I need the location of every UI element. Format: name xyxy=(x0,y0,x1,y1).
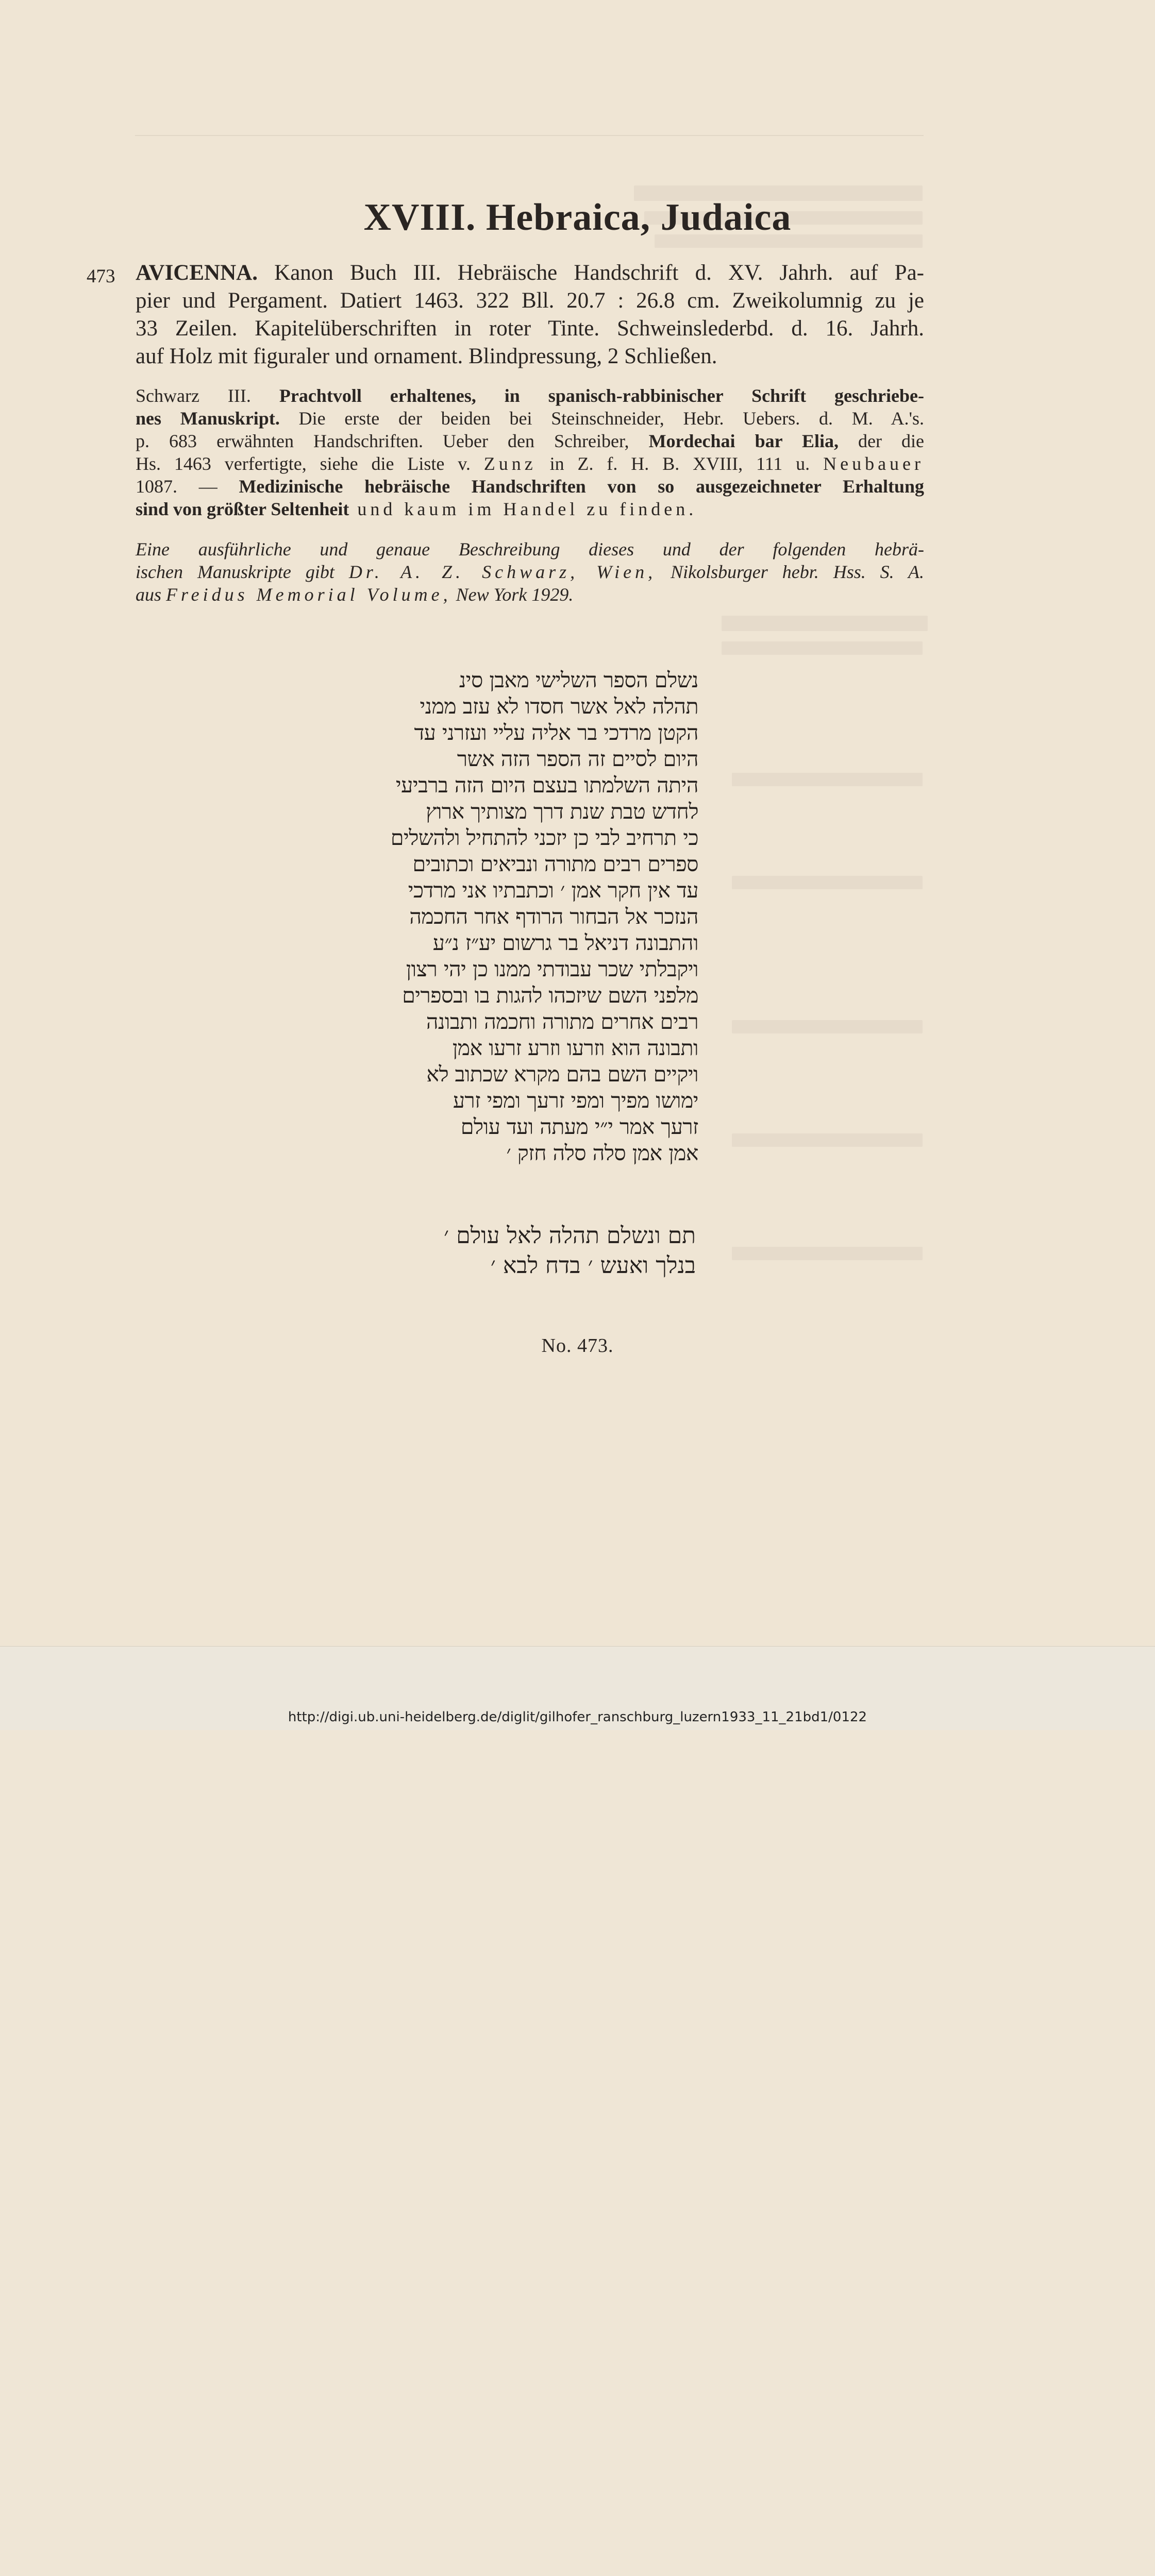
reference-line: Eine ausführliche und genaue Beschreibung dieses und der folgenden hebrä- xyxy=(136,539,924,560)
reference-text: aus xyxy=(136,584,166,605)
colophon-line: היתה השלמתו בעצם היום הזה ברביעי xyxy=(395,773,698,798)
spaced-name: Dr. A. Z. Schwarz, Wien, xyxy=(348,562,657,582)
notes-text: 1087. — xyxy=(136,476,239,497)
notes-line xyxy=(136,430,924,452)
colophon-line: כי תרחיב לבי כן יזכני להתחיל ולהשלים xyxy=(390,825,698,850)
notes-bold: Prachtvoll erhaltenes, in spanisch-rabbinischer Schrift geschriebe- xyxy=(279,385,924,406)
colophon-line: נשלם הספר השלישי מאבן סינ xyxy=(459,668,698,692)
colophon-line: ותבונה הוא וזרעו וזרע זרעו אמן xyxy=(452,1036,698,1060)
notes-line xyxy=(136,452,924,475)
reference-text: New York 1929. xyxy=(451,584,574,605)
colophon-line: מלפני השם שיזכהו להגות בו ובספרים xyxy=(402,983,698,1008)
colophon-line: היום לסיים זה הספר הזה אשר xyxy=(457,747,698,771)
colophon-line: זרעך אמר י״י מעתה ועד עולם xyxy=(460,1114,698,1139)
notes-bold: sind von größter Seltenheit xyxy=(136,499,349,519)
spaced-text: und kaum im Handel zu finden. xyxy=(349,499,697,519)
colophon-line: לחדש טבת שנת דרך מצותיך ארוץ xyxy=(425,799,698,824)
colophon-line: והתבונה דניאל בר גרשום יע״ז נ״ע xyxy=(432,930,698,955)
colophon-line: ויקיים השם בהם מקרא שכתוב לא xyxy=(426,1062,698,1087)
notes-line xyxy=(136,407,924,430)
description-text: Kanon Buch III. Hebräische Handschrift d. XV. Jahrh. auf Pa- xyxy=(257,261,924,285)
bleed-through-text xyxy=(732,1133,923,1147)
notes-line xyxy=(136,475,924,498)
reference-line xyxy=(136,561,924,583)
colophon-line: עד אין חקר אמן ׳ וכתבתיו אני מרדכי xyxy=(408,878,698,903)
bleed-through-rule xyxy=(135,135,924,136)
notes-text: Schwarz III. xyxy=(136,385,279,406)
reference-note xyxy=(136,538,924,606)
colophon-line: ויקבלתי שכר עבודתי ממנו כן יהי רצון xyxy=(406,957,698,981)
colophon-line: ימושו מפיך ומפי זרעך ומפי זרע xyxy=(453,1088,698,1113)
colophon-ending-line: תם ונשלם תהלה לאל עולם ׳ xyxy=(444,1223,696,1249)
spaced-name: Zunz xyxy=(483,453,537,474)
spaced-name: Freidus Memorial Volume, xyxy=(166,584,451,605)
scribe-name: Mordechai bar Elia, xyxy=(648,431,839,451)
notes-bold: Medizinische hebräische Handschriften von so ausgezeichneter Erhaltung xyxy=(239,476,924,497)
entry-description xyxy=(136,259,924,370)
section-title: XVIII. Hebraica, Judaica xyxy=(363,196,792,239)
reference-text: Nikolsburger hebr. Hss. S. A. xyxy=(656,562,924,582)
bleed-through-text xyxy=(722,641,923,655)
hebrew-colophon-ending xyxy=(417,1221,696,1288)
colophon-line: רבים אחרים מתורה וחכמה ותבונה xyxy=(426,1009,698,1034)
colophon-line: תהלה לאל אשר חסדו לא עזב ממני xyxy=(420,694,698,719)
reference-text: ischen Manuskripte gibt xyxy=(136,562,349,582)
bleed-through-text xyxy=(722,616,928,631)
notes-line xyxy=(136,498,924,520)
notes-text: Die erste der beiden bei Steinschneider, Hebr. Uebers. d. M. A.'s. xyxy=(279,408,924,429)
bleed-through-text xyxy=(732,773,923,786)
bleed-through-text xyxy=(732,1247,923,1260)
description-line: auf Holz mit figuraler und ornament. Blindpressung, 2 Schließen. xyxy=(136,344,717,368)
notes-line xyxy=(136,384,924,407)
entry-notes xyxy=(136,384,924,520)
notes-text: in Z. f. H. B. XVIII, 111 u. xyxy=(536,453,824,474)
bleed-through-text xyxy=(732,876,923,889)
notes-bold: nes Manuskript. xyxy=(136,408,280,429)
colophon-ending-line: בנלך ואעש ׳ בדח לבא ׳ xyxy=(490,1252,696,1279)
colophon-line: ספרים רבים מתורה ונביאים וכתובים xyxy=(412,852,698,876)
permalink[interactable]: http://digi.ub.uni-heidelberg.de/diglit/gilhofer_ranschburg_luzern1933_11_21bd1/0122 xyxy=(288,1709,867,1725)
colophon-line: הנזכר אל הבחור הרודף אחר החכמה xyxy=(409,904,698,929)
bleed-through-text xyxy=(732,1020,923,1033)
reference-line xyxy=(136,583,924,606)
colophon-line: הקטן מרדכי בר אליה עליי ועזרני עד xyxy=(414,720,698,745)
author-name: AVICENNA. xyxy=(136,261,258,285)
colophon-line: אמן אמן סלה סלה חזק ׳ xyxy=(506,1141,698,1165)
notes-text: p. 683 erwähnten Handschriften. Ueber den Schreiber, xyxy=(136,431,649,451)
hebrew-colophon-facsimile xyxy=(369,667,698,1208)
notes-text: der die xyxy=(838,431,925,451)
notes-text: Hs. 1463 verfertigte, siehe die Liste v. xyxy=(136,453,484,474)
description-line xyxy=(136,259,924,287)
description-line: pier und Pergament. Datiert 1463. 322 Bll. 20.7 : 26.8 cm. Zweikolumnig zu je xyxy=(136,289,924,313)
lot-number: 473 xyxy=(87,266,115,287)
description-line: 33 Zeilen. Kapitelüberschriften in roter Tinte. Schweinslederbd. d. 16. Jahrh. xyxy=(136,316,924,341)
spaced-name: Neubauer xyxy=(823,453,925,474)
figure-caption: No. 473. xyxy=(541,1335,614,1357)
